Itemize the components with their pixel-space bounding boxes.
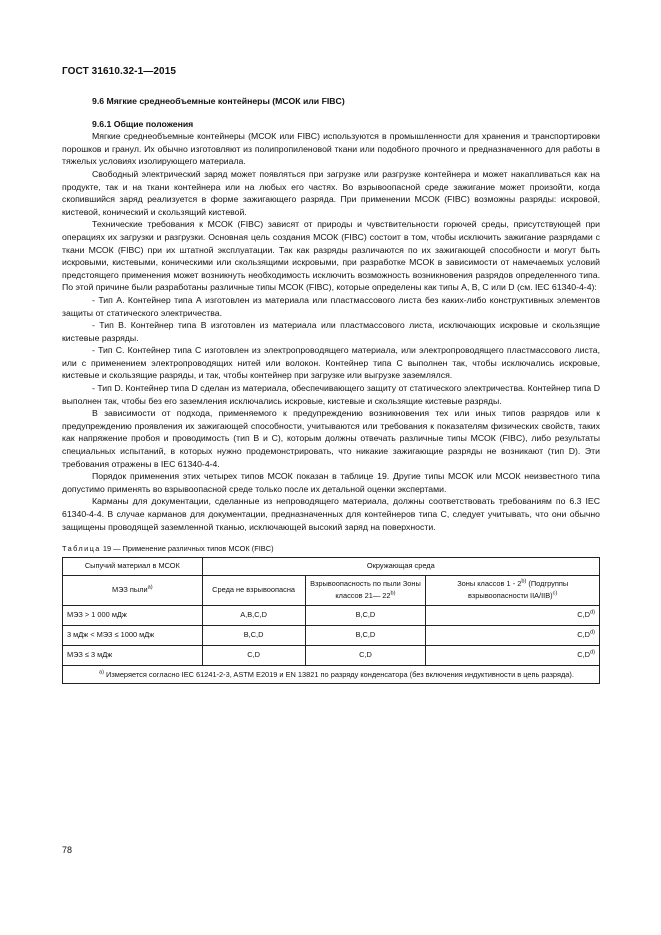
cell: C,D: [305, 645, 426, 665]
table-header-row: [63, 558, 600, 576]
table-subheader-row: [63, 575, 600, 605]
list-item-type-a: - Тип А. Контейнер типа А изготовлен из материала или пластмассового листа без каких-либо конструктивных элементов защиты от статического электричества.: [62, 294, 600, 318]
page-number: 78: [62, 845, 73, 855]
row-label: МЭЗ ≤ 3 мДж: [63, 645, 203, 665]
table-caption-text: 19 — Применение различных типов МСОК (FIBC): [100, 544, 274, 554]
cell: C,D: [202, 645, 305, 665]
row-label: 3 мДж < МЭЗ ≤ 1000 мДж: [63, 625, 203, 645]
cell: $C,D^{d)}$: [426, 605, 600, 625]
table-caption-label: Таблица: [62, 544, 101, 554]
table-col-non-hazardous: Среда не взрывоопасна: [202, 575, 305, 605]
paragraph: Мягкие среднеобъемные контейнеры (МСОК или FIBC) используются в промышленности для хранения и транспортировки порошков и гранул. Их обычно изготовляют из полипропиленовой ткани или подобного прочного и предназначенного для работы в тяжелых условиях изолирующего материала.: [62, 131, 600, 167]
table-caption: [62, 543, 600, 554]
table-col-dust-zones: Взрывоопасность по пыли Зоны классов 21— 22$^{b)}$: [305, 575, 426, 605]
fibc-table: [62, 557, 600, 684]
subsection-title: 9.6.1 Общие положения: [92, 118, 194, 129]
table-col-gas-zones: Зоны классов 1 - 2$^{b)}$ (Подгруппы взрывоопасности IIA/IIB)$^{c)}$: [426, 575, 600, 605]
list-item-type-b: - Тип В. Контейнер типа В изготовлен из материала или пластмассового листа, исключающих искровые и скользящие кистевые разряды.: [62, 320, 600, 343]
paragraph: Технические требования к МСОК (FIBC) зависят от природы и чувствительности горючей среды, присутствующей при операциях их загрузки и разгрузки. Основная цель создания МСОК (FIBC) состоит в том, чтобы исключить зажигание разрядами с ткани МСОК (FIBC) при их штатной эксплуатации. Так как разряды различаются по их зажигающей способности и могут быть искровыми, кистевыми, коническими или скользящими искровыми, при разработке МСОК в зависимости от намечаемых условий предстоящего применения может возникнуть необходимость исключить возможность возникновения разрядов определенного типа. По этой причине были разработаны различные типы МСОК (FIBC), которые определены как типы А, В, С или D (см. IEC 61340-4-4):: [62, 219, 600, 293]
paragraph: В зависимости от подхода, применяемого к предупреждению возникновения тех или иных типов разрядов или к предупреждению проявления их зажигающей способности, учитываются или требования к показателям физических свойств, таких как напряжение пробоя и проводимость (тип В и С), которым должны отвечать различные типы МСОК (FIBC), либо результаты специальных испытаний, в которых нужно продемонстрировать, что никакие зажигающие разряды не возникают (тип D). Эти требования отражены в IEC 61340-4-4.: [62, 408, 600, 469]
section-title: 9.6 Мягкие среднеобъемные контейнеры (МСОК или FIBC): [92, 96, 345, 106]
table-row: [63, 645, 600, 665]
table-subheader-mie: МЭЗ пыли$^{a)}$: [63, 575, 203, 605]
table-row: [63, 605, 600, 625]
cell: $C,D^{d)}$: [426, 625, 600, 645]
paragraph: Карманы для документации, сделанные из непроводящего материала, должны соответствовать требованиям по 6.3 IEC 61340-4-4. В случае карманов для документации, предназначенных для контейнеров типа С, следует учитывать, что они обычно защищены проводящей заземленной тканью, исключающей высокий заряд на поверхности.: [62, 496, 600, 532]
row-label: МЭЗ > 1 000 мДж: [63, 605, 203, 625]
table-header-material: Сыпучий материал в МСОК: [63, 558, 203, 576]
cell: B,C,D: [305, 625, 426, 645]
paragraph: Порядок применения этих четырех типов МСОК показан в таблице 19. Другие типы МСОК или МСОК неизвестного типа допустимо применять во взрывоопасной среде только после их детальной оценки экспертами.: [62, 471, 600, 494]
document-body: [62, 95, 600, 684]
list-item-type-c: - Тип С. Контейнер типа С изготовлен из электропроводящего материала, или электропроводящего пластмассового листа, или с применением электропроводящих нитей или волокон. Контейнер типа С выполнен так, чтобы исключались искровые, кистевые и скользящие разряды, и так, чтобы контейнер при загрузке или выгрузке заземлялся.: [62, 345, 600, 381]
list-item-type-d: - Тип D. Контейнер типа D сделан из материала, обеспечивающего защиту от статического электричества. Контейнер типа D выполнен так, чтобы без его заземления исключались искровые, кистевые и скользящие кистевые разряды.: [62, 383, 600, 406]
paragraph: Свободный электрический заряд может появляться при загрузке или разгрузке контейнера и может накапливаться как на продукте, так и на ткани контейнера или на любых его частях. Во взрывоопасной среде зажигание может произойти, когда скопившийся заряд реализуется в форме зажигающего разряда. При применении МСОК (FIBC) возможны разряды: искровой, кистевой, конический и скользящий кистевой.: [62, 168, 600, 217]
table-footnote: $^{a)}$ Измеряется согласно IEC 61241-2-3, ASTM E2019 и EN 13821 по разряду конденсатора (без включения индуктивности в цепь разряда).: [63, 665, 600, 683]
table-header-environment: Окружающая среда: [202, 558, 599, 576]
table-row: [63, 625, 600, 645]
standard-header: ГОСТ 31610.32-1—2015: [62, 66, 177, 77]
cell: B,C,D: [202, 625, 305, 645]
cell: B,C,D: [305, 605, 426, 625]
cell: A,B,C,D: [202, 605, 305, 625]
table-note-row: [63, 665, 600, 683]
cell: $C,D^{d)}$: [426, 645, 600, 665]
